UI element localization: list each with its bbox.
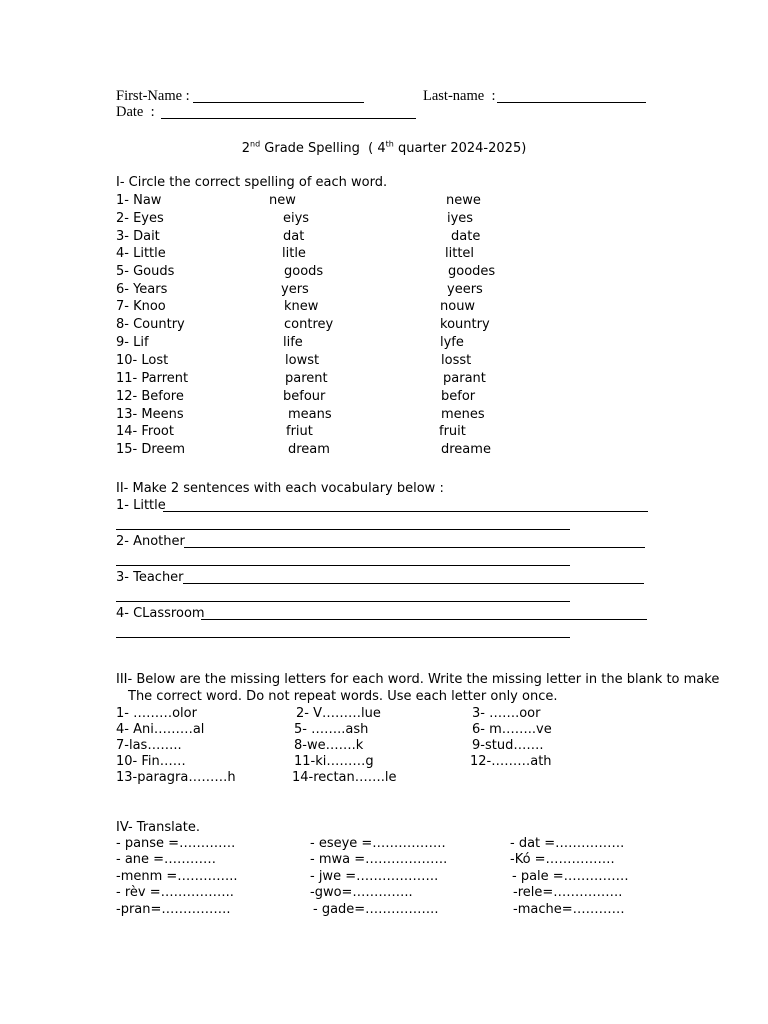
s2-word-2: 2- Another [116,534,185,549]
s4-item[interactable]: - pale =…………… [512,869,629,884]
first-name-field[interactable] [193,88,364,103]
s1-row-2-option-b[interactable]: eiys [283,211,310,226]
last-name-field[interactable] [497,88,646,103]
s1-row-2-option-c[interactable]: iyes [447,211,474,226]
s1-row-10-word: 10- Lost [116,353,169,368]
s1-row-12-option-c[interactable]: befor [441,389,476,404]
s1-row-11-word: 11- Parrent [116,371,189,386]
section1-heading: I- Circle the correct spelling of each word. [116,175,388,190]
s1-row-7-option-b[interactable]: knew [284,299,319,314]
s3-item[interactable]: 11-ki………g [294,754,374,769]
s1-row-7-word: 7- Knoo [116,299,166,314]
s1-row-11-option-c[interactable]: parant [443,371,486,386]
s4-item[interactable]: - ane =………… [116,852,217,867]
s1-row-13-option-b[interactable]: means [288,407,332,422]
s1-row-6-word: 6- Years [116,282,168,297]
s2-sentence-line[interactable] [184,535,645,548]
s1-row-8-option-c[interactable]: kountry [440,317,490,332]
s3-item[interactable]: 8-we…….k [294,738,364,753]
s3-item[interactable]: 10- Fin…… [116,754,186,769]
s1-row-11-option-b[interactable]: parent [285,371,328,386]
s1-row-8-option-b[interactable]: contrey [284,317,334,332]
s1-row-14-word: 14- Froot [116,424,174,439]
s1-row-13-option-c[interactable]: menes [441,407,485,422]
s1-row-9-option-c[interactable]: lyfe [440,335,464,350]
s1-row-14-option-c[interactable]: fruit [439,424,466,439]
s4-item[interactable]: - mwa =………………. [310,852,448,867]
section3-heading-line1: III- Below are the missing letters for each word. Write the missing letter in the blank to make [116,672,720,687]
s4-item[interactable]: -menm =………….. [116,869,238,884]
s2-word-4: 4- CLassroom [116,606,205,621]
s1-row-14-option-b[interactable]: friut [286,424,313,439]
s4-item[interactable]: - panse =…………. [116,836,236,851]
s4-item[interactable]: - eseye =…………….. [310,836,446,851]
s1-row-1-word: 1- Naw [116,193,162,208]
s1-row-5-word: 5- Gouds [116,264,175,279]
s4-item[interactable]: - rèv =…………….. [116,885,234,900]
worksheet-title: 2nd Grade Spelling ( 4th quarter 2024-2025) [241,139,527,156]
s3-item[interactable]: 1- ………olor [116,706,197,721]
s1-row-4-option-b[interactable]: litle [282,246,306,261]
s2-sentence-line[interactable] [116,517,570,530]
s3-item[interactable]: 9-stud……. [472,738,544,753]
s4-item[interactable]: -gwo=………….. [310,885,413,900]
s1-row-4-word: 4- Little [116,246,166,261]
s1-row-1-option-c[interactable]: newe [446,193,481,208]
s2-sentence-line[interactable] [116,553,570,566]
s1-row-4-option-c[interactable]: littel [445,246,475,261]
s3-item[interactable]: 12-………ath [470,754,552,769]
s1-row-5-option-c[interactable]: goodes [448,264,496,279]
s1-row-15-option-c[interactable]: dreame [441,442,491,457]
s1-row-7-option-c[interactable]: nouw [440,299,476,314]
s1-row-9-word: 9- Lif [116,335,149,350]
first-name-label: First-Name : [116,88,190,104]
s4-item[interactable]: - gade=…………….. [313,902,439,917]
s3-item[interactable]: 14-rectan…….le [292,770,397,785]
s2-word-1: 1- Little [116,498,166,513]
s1-row-2-word: 2- Eyes [116,211,164,226]
s2-word-3: 3- Teacher [116,570,184,585]
s1-row-3-option-c[interactable]: date [451,229,481,244]
last-name-label: Last-name : [423,88,496,104]
section3-heading-line2: The correct word. Do not repeat words. Use each letter only once. [128,689,558,704]
s3-item[interactable]: 3- …….oor [472,706,541,721]
s4-item[interactable]: -rele=……………. [513,885,623,900]
s2-sentence-line[interactable] [116,589,570,602]
s4-item[interactable]: - dat =……………. [510,836,625,851]
s1-row-12-word: 12- Before [116,389,184,404]
s1-row-15-word: 15- Dreem [116,442,186,457]
s1-row-6-option-b[interactable]: yers [281,282,309,297]
s1-row-6-option-c[interactable]: yeers [447,282,483,297]
s1-row-3-option-b[interactable]: dat [283,229,305,244]
s1-row-8-word: 8- Country [116,317,185,332]
s4-item[interactable]: -mache=………… [513,902,625,917]
s1-row-15-option-b[interactable]: dream [288,442,330,457]
s3-item[interactable]: 4- Ani………al [116,722,205,737]
s4-item[interactable]: -pran=……………. [116,902,231,917]
s3-item[interactable]: 6- m……..ve [472,722,552,737]
s1-row-9-option-b[interactable]: life [283,335,303,350]
s1-row-3-word: 3- Dait [116,229,160,244]
section4-heading: IV- Translate. [116,820,200,835]
s1-row-1-option-b[interactable]: new [269,193,296,208]
s1-row-5-option-b[interactable]: goods [284,264,324,279]
s3-item[interactable]: 2- V………lue [296,706,381,721]
s3-item[interactable]: 7-las…….. [116,738,182,753]
date-label: Date : [116,104,155,120]
section2-heading: II- Make 2 sentences with each vocabulary below : [116,481,444,496]
s3-item[interactable]: 13-paragra………h [116,770,236,785]
s4-item[interactable]: -Kó =……………. [510,852,615,867]
date-field[interactable] [161,104,416,119]
s1-row-10-option-c[interactable]: losst [441,353,472,368]
s1-row-10-option-b[interactable]: lowst [285,353,320,368]
s2-sentence-line[interactable] [163,499,648,512]
s3-item[interactable]: 5- ……..ash [294,722,369,737]
s2-sentence-line[interactable] [201,607,647,620]
s2-sentence-line[interactable] [116,625,570,638]
s2-sentence-line[interactable] [183,571,644,584]
s1-row-13-word: 13- Meens [116,407,184,422]
s4-item[interactable]: - jwe =………………. [310,869,439,884]
s1-row-12-option-b[interactable]: befour [283,389,326,404]
